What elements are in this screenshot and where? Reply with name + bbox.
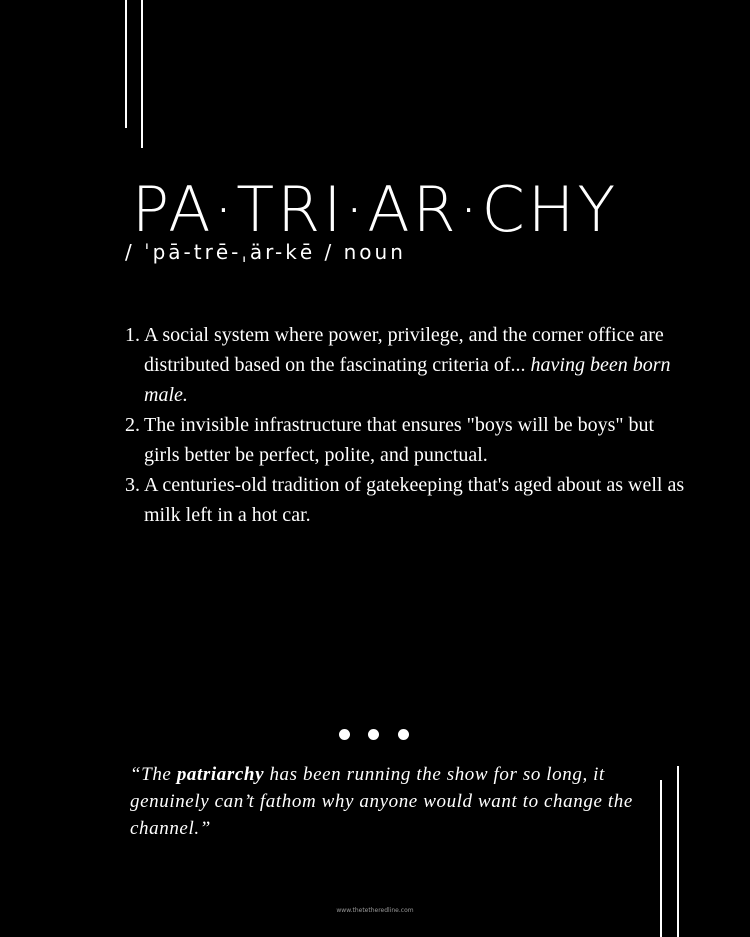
definition-item: [125, 410, 685, 470]
definition-body: A centuries-old tradition of gatekeeping that's aged about as well as milk left in a hot car.: [144, 474, 685, 526]
definition-text: [144, 410, 685, 470]
closing-quote: [130, 761, 650, 842]
divider-dot: [339, 729, 350, 740]
definition-number: 3.: [125, 474, 140, 496]
pronunciation: / ˈpā-trē-ˌär-kē / noun: [125, 240, 406, 264]
definition-body: The invisible infrastructure that ensures "boys will be boys" but girls better be perfect, polite, and punctual.: [144, 414, 655, 466]
footer-url: www.thetetheredline.com: [336, 907, 414, 914]
decorative-line-top-left-2: [141, 0, 143, 148]
definition-item: [125, 470, 685, 530]
definition-italic: having been born male.: [144, 354, 671, 406]
divider-dot: [368, 729, 379, 740]
definition-text: [144, 470, 685, 530]
definition-list: [125, 320, 685, 530]
page-title: PA·TRI·AR·CHY: [131, 173, 619, 246]
quote-open: “The: [130, 764, 177, 785]
quote-rest: has been running the show for so long, it genuinely can’t fathom why anyone would want to change the channel.”: [130, 764, 633, 839]
definition-number: 1.: [125, 324, 140, 346]
definition-number: 2.: [125, 414, 140, 436]
divider-dot: [398, 729, 409, 740]
quote-emphasis: patriarchy: [176, 764, 265, 785]
definition-body: A social system where power, privilege, and the corner office are distributed based on the fascinating criteria of...: [144, 324, 664, 376]
definition-text: [144, 320, 685, 410]
decorative-line-top-left-1: [125, 0, 127, 128]
ellipsis-divider: [336, 729, 412, 741]
definition-item: [125, 320, 685, 410]
